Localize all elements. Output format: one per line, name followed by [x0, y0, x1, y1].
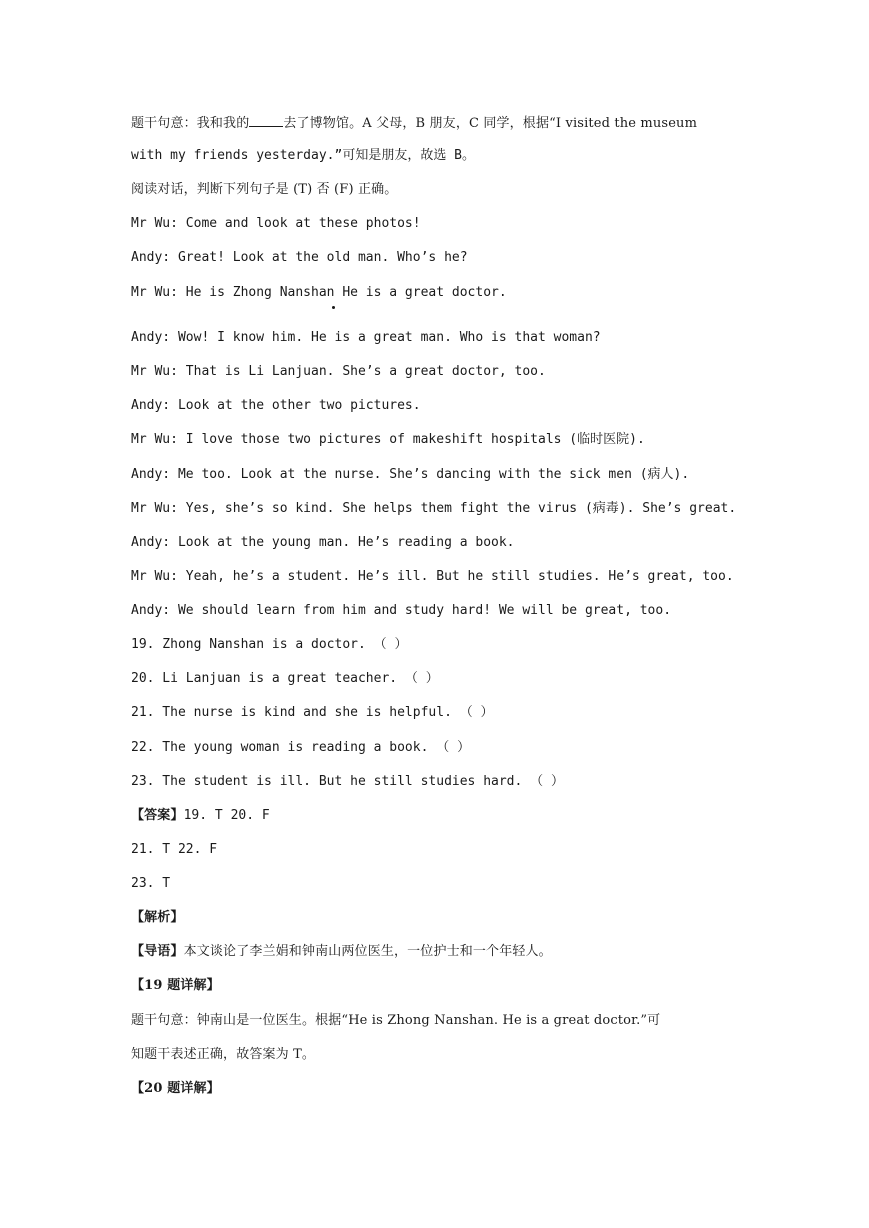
guide-label: 【导语】	[131, 944, 184, 959]
q19-detail-line-1: 题干句意：钟南山是一位医生。根据“He is Zhong Nanshan. He is a great doctor.”可	[131, 1013, 661, 1028]
dialogue-line: Andy: Look at the young man. He’s reading a book.	[131, 535, 515, 550]
punctuation-dot-mark	[332, 306, 335, 309]
dialogue-line: Andy: Look at the other two pictures.	[131, 398, 421, 413]
intro-line-1-end: 去了博物馆。A 父母，B 朋友，C 同学，根据“I visited the museum	[283, 116, 698, 131]
reading-instruction: 阅读对话，判断下列句子是 (T) 否 (F) 正确。	[131, 182, 398, 197]
dialogue-line: Andy: Great! Look at the old man. Who’s he?	[131, 250, 468, 265]
question-21: 21. The nurse is kind and she is helpful. （ ）	[131, 705, 494, 720]
q20-detail-heading: 【20 题详解】	[131, 1081, 220, 1096]
answer-line-1	[131, 807, 270, 825]
answer-values-1: 19. T 20. F	[183, 808, 270, 823]
q19-detail-heading: 【19 题详解】	[131, 978, 220, 993]
answer-label: 【答案】	[131, 808, 184, 823]
dialogue-line: Mr Wu: Yeah, he’s a student. He’s ill. But he still studies. He’s great, too.	[131, 569, 734, 584]
guide-line	[131, 943, 552, 961]
question-20: 20. Li Lanjuan is a great teacher. （ ）	[131, 671, 439, 686]
question-19: 19. Zhong Nanshan is a doctor. （ ）	[131, 637, 408, 652]
answer-blank	[249, 113, 283, 127]
question-22: 22. The young woman is reading a book. （ ）	[131, 740, 471, 755]
question-23: 23. The student is ill. But he still studies hard. （ ）	[131, 774, 564, 789]
intro-line-1-start: 题干句意：我和我的	[131, 116, 250, 131]
dialogue-line: Andy: We should learn from him and study hard! We will be great, too.	[131, 603, 672, 618]
dialogue-line: Mr Wu: I love those two pictures of makeshift hospitals (临时医院).	[131, 432, 645, 447]
guide-text: 本文谈论了李兰娟和钟南山两位医生，一位护士和一个年轻人。	[183, 944, 552, 959]
intro-line-2: with my friends yesterday.”可知是朋友，故选 B。	[131, 148, 475, 163]
dialogue-line: Mr Wu: Yes, she’s so kind. She helps them fight the virus (病毒). She’s great.	[131, 501, 737, 516]
dialogue-line: Andy: Me too. Look at the nurse. She’s dancing with the sick men (病人).	[131, 467, 690, 482]
q19-detail-line-2: 知题干表述正确，故答案为 T。	[131, 1047, 316, 1062]
answer-line-3: 23. T	[131, 876, 171, 891]
answer-line-2: 21. T 22. F	[131, 842, 218, 857]
intro-line-1	[131, 113, 697, 133]
dialogue-line: Mr Wu: That is Li Lanjuan. She’s a great doctor, too.	[131, 364, 546, 379]
dialogue-line: Mr Wu: He is Zhong Nanshan He is a great doctor.	[131, 285, 507, 300]
dialogue-line: Andy: Wow! I know him. He is a great man. Who is that woman?	[131, 330, 601, 345]
dialogue-line: Mr Wu: Come and look at these photos!	[131, 216, 421, 231]
analysis-heading: 【解析】	[131, 910, 184, 925]
